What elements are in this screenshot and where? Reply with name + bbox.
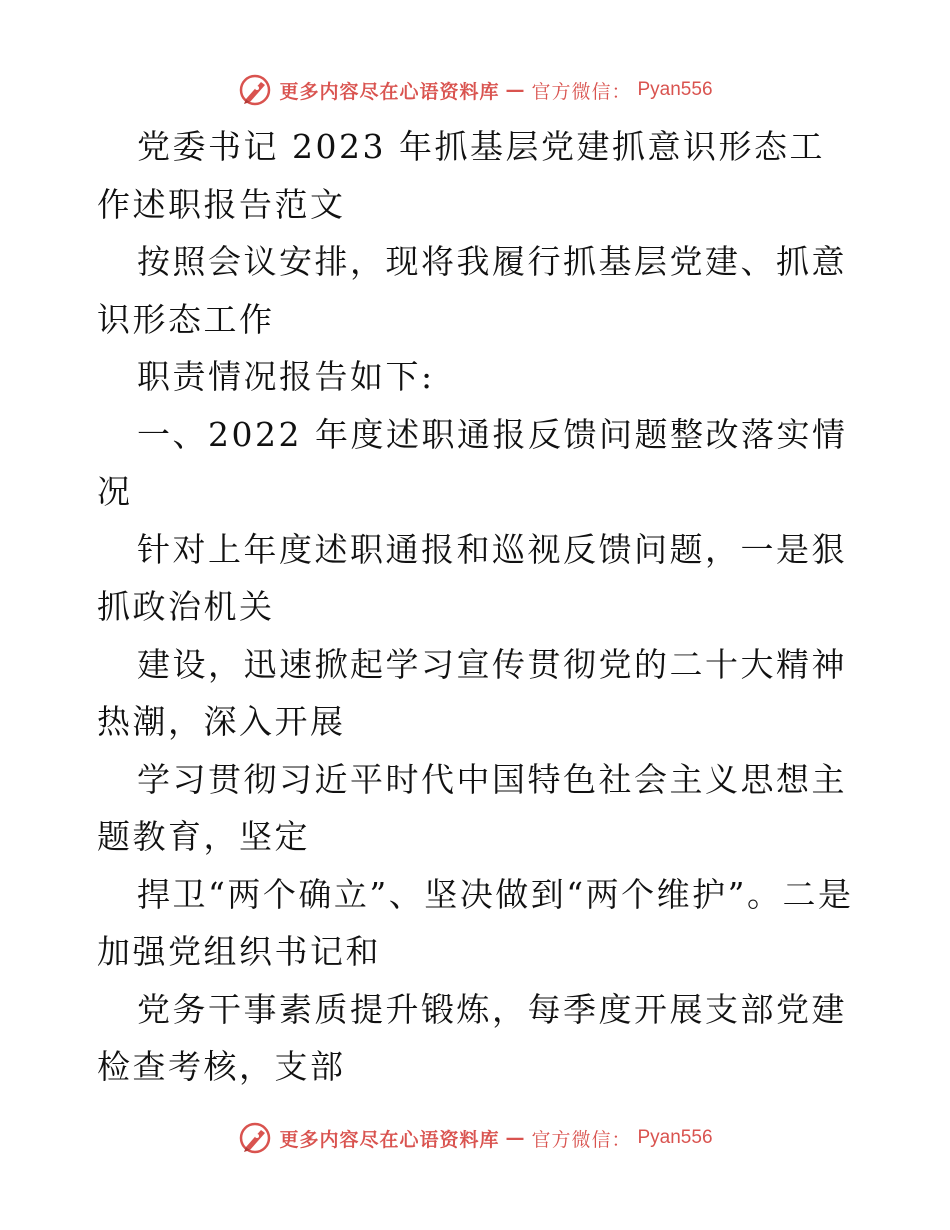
pen-circle-icon (237, 1120, 273, 1156)
watermark-banner-top (0, 70, 950, 110)
paragraph: 建设，迅速掀起学习宣传贯彻党的二十大精神热潮，深入开展 (97, 644, 847, 741)
watermark-wechat-label: 官方微信： (531, 80, 632, 103)
watermark-wechat-label: 官方微信： (531, 1128, 632, 1151)
paragraph: 针对上年度述职通报和巡视反馈问题，一是狠抓政治机关 (97, 529, 847, 626)
paragraph: 职责情况报告如下: (137, 357, 435, 396)
section-heading: 一、2022 年度述职通报反馈问题整改落实情况 (97, 414, 848, 511)
document-body (97, 118, 857, 1096)
paragraph: 党务干事素质提升锻炼，每季度开展支部党建检查考核，支部 (97, 989, 847, 1086)
watermark-banner-bottom (0, 1118, 950, 1158)
pen-circle-icon (237, 72, 273, 108)
watermark-brand-text: 更多内容尽在心语资料库 (279, 1128, 500, 1151)
paragraph: 按照会议安排，现将我履行抓基层党建、抓意识形态工作 (97, 242, 847, 339)
watermark-wechat-id: Pyan556 (637, 79, 713, 100)
watermark-wechat-id: Pyan556 (637, 1127, 713, 1148)
watermark-brand-text: 更多内容尽在心语资料库 (279, 80, 500, 103)
document-title: 党委书记 2023 年抓基层党建抓意识形态工作述职报告范文 (97, 127, 825, 224)
watermark-separator: — (505, 1127, 526, 1149)
watermark-separator: — (505, 79, 526, 101)
paragraph: 捍卫“两个确立”、坚决做到“两个维护”。二是加强党组织书记和 (97, 874, 854, 971)
paragraph: 学习贯彻习近平时代中国特色社会主义思想主题教育，坚定 (97, 759, 847, 856)
